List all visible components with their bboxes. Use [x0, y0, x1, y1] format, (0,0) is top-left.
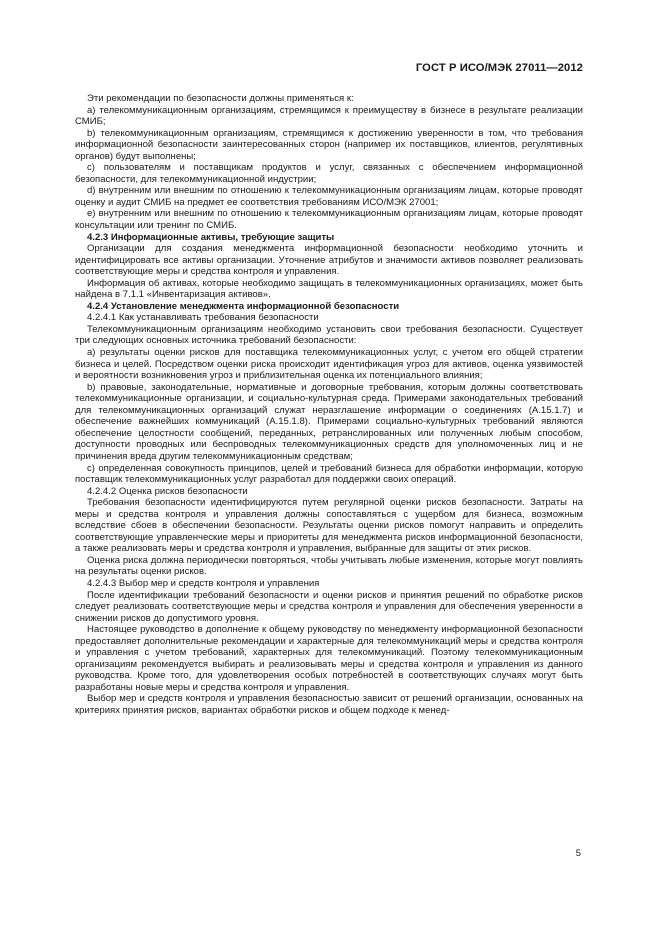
subsection-heading: 4.2.4.3 Выбор мер и средств контроля и управления	[87, 577, 320, 589]
paragraph: Оценка риска должна периодически повторяться, чтобы учитывать любые изменения, которые могут повлиять на результаты оценки рисков.	[75, 554, 583, 578]
list-item: c) пользователям и поставщикам продуктов и услуг, связанных с обеспечением информационной безопасности, для телекоммуникационной индустрии;	[75, 162, 583, 185]
standard-header: ГОСТ Р ИСО/МЭК 27011—2012	[415, 62, 583, 74]
list-item: d) внутренним или внешним по отношению к телекоммуникационным организациям лицам, которые проводят оценку и аудит СМИБ на предмет ее соответствия требованиям ИСО/МЭК 27001;	[75, 185, 583, 208]
section-heading: 4.2.4 Установление менеджмента информационной безопасности	[87, 300, 400, 312]
list-item: a) телекоммуникационным организациям, стремящимся к преимуществу в бизнесе в результате реализации СМИБ;	[75, 104, 583, 128]
paragraph: Выбор мер и средств контроля и управления безопасностью зависит от решений организации, основанных на критериях принятия рисков, вариантах обработки рисков и общем подходе к менед-	[75, 693, 583, 716]
subsection-heading: 4.2.4.1 Как устанавливать требования безопасности	[87, 312, 319, 324]
list-item: a) результаты оценки рисков для поставщика телекоммуникационных услуг, с учетом его общей стратегии бизнеса и целей. Посредством оценки риска происходит идентификация угроз для активов, оценка уязвимостей и вероятности возникновения угроз и приблизительная оценка их потенциального влияния;	[75, 347, 583, 382]
paragraph: Телекоммуникационным организациям необходимо установить свои требования безопасности. Существует три следующих основных источника требований безопасности:	[75, 323, 583, 347]
subsection-heading: 4.2.4.2 Оценка рисков безопасности	[87, 485, 248, 497]
list-item: b) правовые, законодательные, нормативные и договорные требования, которым должны соответствовать телекоммуникационные организации, и социально-культурная среда. Примерами законодательных требований для телекоммуникационных организаций служат неразглашение информации о соединениях (А.15.1.7) и обеспечение важнейших коммуникаций (А.15.1.8). Примерами социально-культурных требований являются обеспечение целостности сообщений, переданных, ретранслированных или полученных любым способом, доступности проводных или беспроводных телекоммуникационных средств для уполномоченных лиц и не причинения вреда другим телекоммуникационным средствам;	[75, 381, 583, 462]
list-item: b) телекоммуникационным организациям, стремящимся к достижению уверенности в том, что требования информационной безопасности заинтересованных сторон (например их поставщиков, клиентов, регулятивных органов) будут выполнены;	[75, 127, 583, 162]
paragraph: После идентификации требований безопасности и оценки рисков и принятия решений по обработке рисков следует реализовать соответствующие меры и средства контроля и управления для обеспечения уверенности в снижении рисков до допустимого уровня.	[75, 589, 583, 624]
paragraph: Информация об активах, которые необходимо защищать в телекоммуникационных организациях, может быть найдена в 7.1.1 «Инвентаризация активов».	[75, 277, 583, 301]
list-item: e) внутренним или внешним по отношению к телекоммуникационным организациям лицам, которые проводят консультации или тренинг по СМИБ.	[75, 208, 583, 232]
page-number: 5	[575, 848, 581, 859]
paragraph: Настоящее руководство в дополнение к общему руководству по менеджменту информационной безопасности предоставляет дополнительные рекомендации и характерные для телекоммуникаций меры и средства контроля и управления с учетом требований, характерных для телекоммуникаций. Поэтому телекоммуникационным организациям рекомендуется выбирать и реализовывать меры и средства контроля и управления из данного руководства. Кроме того, для удовлетворения особых потребностей в соответствующих случаях могут быть разработаны новые меры и средства контроля и управления.	[75, 624, 583, 693]
paragraph: Эти рекомендации по безопасности должны применяться к:	[87, 93, 354, 104]
list-item: c) определенная совокупность принципов, целей и требований бизнеса для обработки информации, которую поставщик телекоммуникационных услуг разработал для поддержки своих операций.	[75, 462, 583, 486]
paragraph: Организации для создания менеджмента информационной безопасности необходимо уточнить и идентифицировать все активы организации. Уточнение атрибутов и значимости активов позволяет реализовать соответствующие меры и средства контроля и управления.	[75, 243, 583, 278]
paragraph: Требования безопасности идентифицируются путем регулярной оценки рисков безопасности. Затраты на меры и средства контроля и управления должны сопоставляться с ущербом для бизнеса, возможным вследствие сбоев в обеспечении безопасности. Результаты оценки рисков помогут направить и определить соответствующие управленческие меры и приоритеты для менеджмента рисков информационной безопасности, а также реализовать меры и средства контроля и управления, выбранные для защиты от этих рисков.	[75, 497, 583, 555]
document-body	[75, 93, 583, 717]
section-heading: 4.2.3 Информационные активы, требующие защиты	[87, 231, 335, 243]
